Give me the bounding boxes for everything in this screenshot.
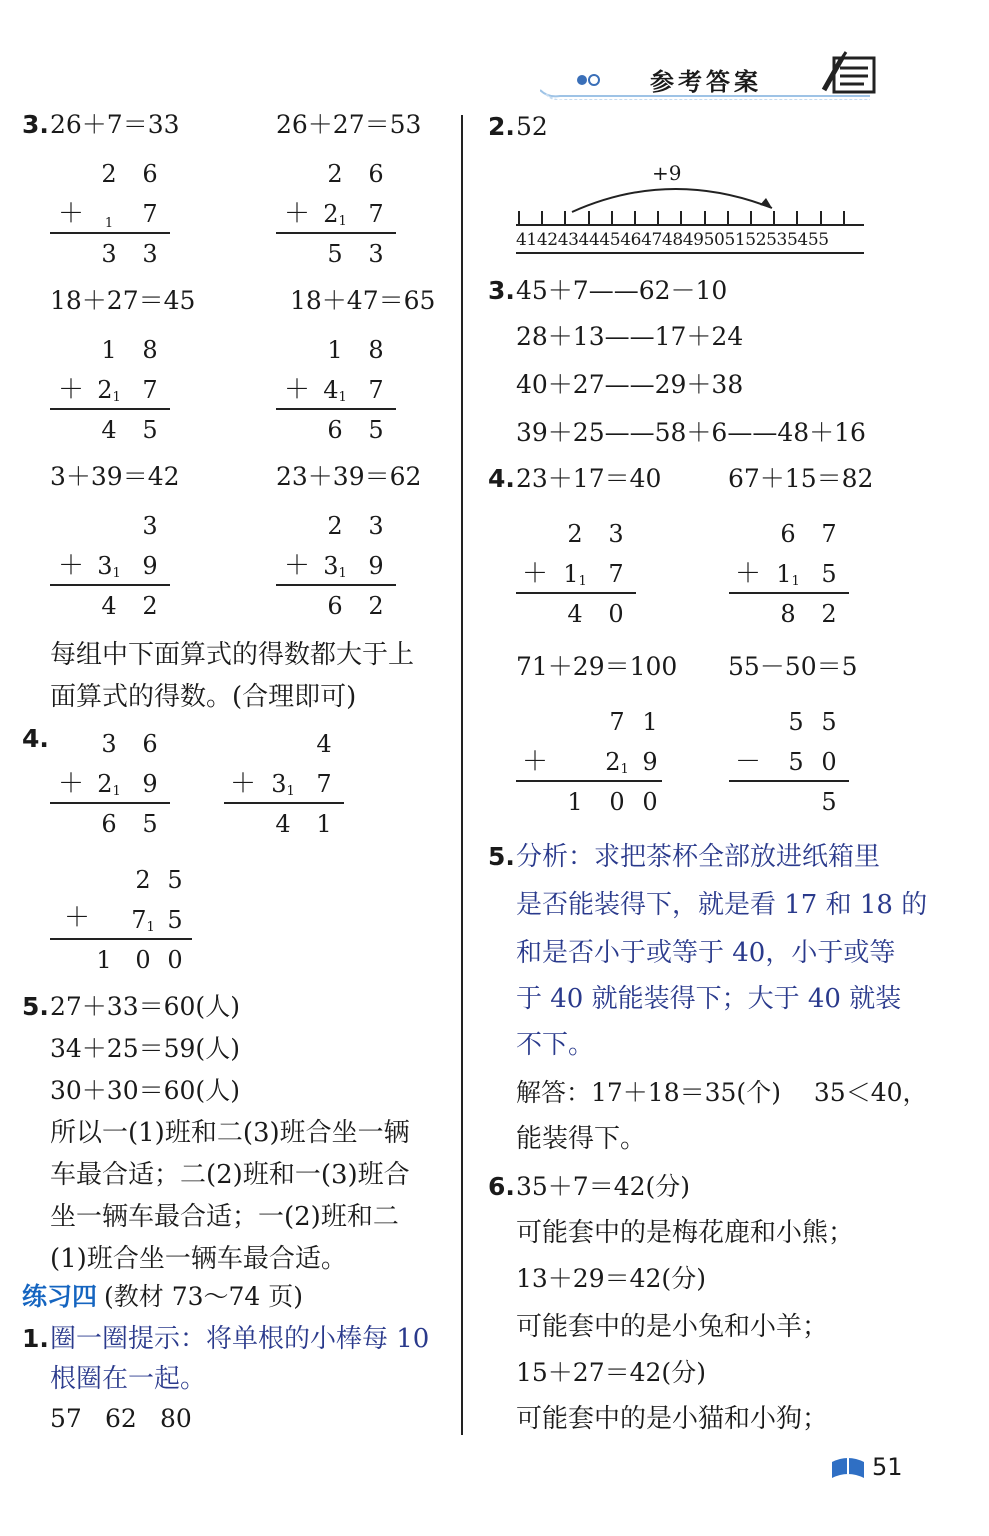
plus-sign: ＋ <box>522 559 549 589</box>
digit: 21 <box>97 376 121 405</box>
digit: 7 <box>368 376 384 404</box>
analysis-text: 不下。 <box>516 1030 595 1060</box>
number-line-tick <box>727 211 729 225</box>
number-line-tick <box>750 211 752 225</box>
plus-sign: ＋ <box>284 375 311 405</box>
digit: 3 <box>368 240 384 268</box>
digit: 1 <box>316 810 332 838</box>
digit: 1 <box>327 336 343 364</box>
digit: 7 <box>608 560 624 588</box>
digit: 9 <box>642 748 658 776</box>
equation: 30＋30＝60(人) <box>50 1076 240 1105</box>
digit: 2 <box>327 160 343 188</box>
solution-text: 解答：17＋18＝35(个) 35＜40， <box>516 1078 928 1107</box>
digit: 0 <box>642 788 658 816</box>
vertical-rule <box>224 802 344 804</box>
number-line-tick <box>680 211 682 225</box>
answer-value: 62 <box>105 1404 137 1433</box>
digit: 2 <box>567 520 583 548</box>
vertical-rule <box>276 232 396 234</box>
digit: 6 <box>327 416 343 444</box>
jump-arrow <box>560 178 790 228</box>
digit: 5 <box>167 906 183 934</box>
equation: 71＋29＝100 <box>516 652 678 681</box>
digit: 1 <box>642 708 658 736</box>
minus-sign: － <box>735 747 762 777</box>
digit: 2 <box>142 592 158 620</box>
number-line-tick <box>541 211 543 225</box>
digit: 2 <box>327 512 343 540</box>
comparison-line: 39＋25——58＋6——48＋16 <box>516 418 866 447</box>
number-line-tick <box>657 211 659 225</box>
number-line-labels <box>516 230 829 250</box>
tick-label: 50 <box>703 230 725 250</box>
equation: 18＋27＝45 <box>50 286 196 315</box>
tick-label: 49 <box>682 230 704 250</box>
tick-label: 53 <box>766 230 787 250</box>
equation: 27＋33＝60(人) <box>50 992 240 1021</box>
digit: 8 <box>142 336 158 364</box>
digit: 5 <box>821 788 837 816</box>
digit: 31 <box>97 552 121 581</box>
equation: 67＋15＝82 <box>728 464 874 493</box>
digit: 0 <box>608 600 624 628</box>
digit: 0 <box>135 946 151 974</box>
answer-value: 52 <box>516 112 548 141</box>
digit: 5 <box>821 560 837 588</box>
vertical-rule <box>50 802 170 804</box>
digit: 6 <box>142 160 158 188</box>
digit: 4 <box>275 810 291 838</box>
header-title: 参考答案 <box>650 68 762 96</box>
vertical-rule <box>729 780 849 782</box>
vertical-rule <box>516 592 636 594</box>
comparison-line: 40＋27——29＋38 <box>516 370 744 399</box>
number-line-tick <box>611 211 613 225</box>
vertical-rule <box>50 232 170 234</box>
vertical-rule <box>276 408 396 410</box>
digit: 0 <box>821 748 837 776</box>
right-q5-label: 5. <box>488 842 515 871</box>
number-line-axis <box>516 224 864 226</box>
digit: 5 <box>142 416 158 444</box>
plus-sign: ＋ <box>522 747 549 777</box>
number-line-tick <box>843 211 845 225</box>
tick-label: 45 <box>599 230 621 250</box>
digit: 0 <box>167 946 183 974</box>
plus-sign: ＋ <box>58 375 85 405</box>
digit: 21 <box>605 748 629 777</box>
plus-sign: ＋ <box>284 551 311 581</box>
digit: 7 <box>142 376 158 404</box>
equation: 55－50＝5 <box>728 652 858 681</box>
digit: 31 <box>323 552 347 581</box>
digit: 5 <box>821 708 837 736</box>
tick-label: 52 <box>745 230 767 250</box>
vertical-rule <box>516 780 662 782</box>
tick-label: 48 <box>661 230 683 250</box>
equation: 35＋7＝42(分) <box>516 1172 691 1201</box>
number-line-tick <box>588 211 590 225</box>
digit: 9 <box>142 552 158 580</box>
digit: 9 <box>142 770 158 798</box>
note-text: 面算式的得数。(合理即可) <box>50 682 357 712</box>
digit: 7 <box>821 520 837 548</box>
analysis-text: 分析：求把茶杯全部放进纸箱里 <box>516 842 881 872</box>
analysis-text: 于 40 就能装得下；大于 40 就装 <box>516 984 902 1014</box>
digit: 1 <box>567 788 583 816</box>
column-divider <box>461 115 463 1435</box>
left-q4-label: 4. <box>22 724 49 753</box>
number-line-tick <box>704 211 706 225</box>
digit: 5 <box>368 416 384 444</box>
digit: 21 <box>97 770 121 799</box>
solution-text: 能装得下。 <box>516 1124 647 1154</box>
equation: 3＋39＝42 <box>50 462 180 491</box>
tick-label: 43 <box>557 230 579 250</box>
digit: 8 <box>780 600 796 628</box>
number-line-tick <box>518 211 520 225</box>
page-number: 51 <box>872 1453 903 1481</box>
scroll-pen-icon <box>820 50 890 100</box>
digit: 41 <box>323 376 347 405</box>
digit: 6 <box>368 160 384 188</box>
digit: 21 <box>323 200 347 229</box>
tick-label: 51 <box>724 230 746 250</box>
number-line-tick <box>634 211 636 225</box>
digit: 4 <box>101 592 117 620</box>
answer-text: 可能套中的是梅花鹿和小熊； <box>516 1218 855 1248</box>
digit: 3 <box>368 512 384 540</box>
tick-label: 41 <box>516 230 537 250</box>
equation: 23＋17＝40 <box>516 464 662 493</box>
tick-label: 47 <box>641 230 662 250</box>
plus-sign: ＋ <box>230 769 257 799</box>
vertical-rule <box>50 584 170 586</box>
answer-value: 80 <box>160 1404 192 1433</box>
plus-sign: ＋ <box>58 769 85 799</box>
digit: 8 <box>368 336 384 364</box>
exercise-title: 练习四 <box>22 1282 98 1311</box>
number-line-tick <box>773 211 775 225</box>
digit: 5 <box>788 748 804 776</box>
analysis-text: 和是否小于或等于 40，小于或等 <box>516 938 896 968</box>
digit: 31 <box>271 770 295 799</box>
answer-text: 可能套中的是小兔和小羊； <box>516 1312 829 1342</box>
plus-sign: ＋ <box>735 559 762 589</box>
digit: 2 <box>821 600 837 628</box>
digit: 5 <box>167 866 183 894</box>
equation: 26＋27＝53 <box>276 110 422 139</box>
tick-label: 46 <box>620 230 642 250</box>
tick-label: 44 <box>578 230 600 250</box>
analysis-text: 是否能装得下，就是看 17 和 18 的 <box>516 890 928 920</box>
explanation-text: 车最合适；二(2)班和一(3)班合 <box>50 1160 410 1190</box>
tick-label: 55 <box>807 230 829 250</box>
vertical-rule <box>50 938 192 940</box>
plus-sign: ＋ <box>58 551 85 581</box>
number-line-tick <box>796 211 798 225</box>
digit: 7 <box>142 200 158 228</box>
digit: 7 <box>609 708 625 736</box>
equation: 23＋39＝62 <box>276 462 422 491</box>
right-q2-label: 2. <box>488 112 515 141</box>
explanation-text: (1)班合坐一辆车最合适。 <box>50 1244 347 1274</box>
comparison-line: 28＋13——17＋24 <box>516 322 744 351</box>
right-q6-label: 6. <box>488 1172 515 1201</box>
tick-label: 42 <box>536 230 558 250</box>
number-line-tick <box>820 211 822 225</box>
explanation-text: 坐一辆车最合适；一(2)班和二 <box>50 1202 399 1232</box>
digit: 3 <box>142 240 158 268</box>
digit: 6 <box>327 592 343 620</box>
digit: 6 <box>780 520 796 548</box>
vertical-rule <box>729 592 849 594</box>
plus-sign: ＋ <box>284 199 311 229</box>
digit: 3 <box>101 730 117 758</box>
right-q3-label: 3. <box>488 276 515 305</box>
digit: 6 <box>101 810 117 838</box>
number-line-underline <box>516 252 864 254</box>
digit: 4 <box>316 730 332 758</box>
equation: 26＋7＝33 <box>50 110 180 139</box>
plus-sign: ＋ <box>58 199 85 229</box>
hint-text: 圈一圈提示：将单根的小棒每 10 <box>50 1324 430 1354</box>
book-icon <box>828 1452 868 1482</box>
digit: 0 <box>609 788 625 816</box>
digit: 7 <box>316 770 332 798</box>
digit: 9 <box>368 552 384 580</box>
left-q3-label: 3. <box>22 110 49 139</box>
digit: 5 <box>142 810 158 838</box>
digit: 5 <box>327 240 343 268</box>
digit: 2 <box>101 160 117 188</box>
explanation-text: 所以一(1)班和二(3)班合坐一辆 <box>50 1118 410 1148</box>
digit: 7 <box>368 200 384 228</box>
digit: 3 <box>101 240 117 268</box>
right-q4-label: 4. <box>488 464 515 493</box>
digit: 1 <box>104 216 114 231</box>
exercise-ref: (教材 73～74 页) <box>104 1282 304 1311</box>
number-line-tick <box>564 211 566 225</box>
answer-text: 可能套中的是小猫和小狗； <box>516 1404 829 1434</box>
ex4-q1-label: 1. <box>22 1324 49 1353</box>
equation: 18＋47＝65 <box>290 286 436 315</box>
tick-label: 54 <box>786 230 808 250</box>
equation: 13＋29＝42(分) <box>516 1264 706 1293</box>
digit: 1 <box>101 336 117 364</box>
digit: 3 <box>142 512 158 540</box>
jump-label: +9 <box>652 161 682 185</box>
digit: 11 <box>563 560 587 589</box>
answer-value: 57 <box>50 1404 82 1433</box>
vertical-rule <box>50 408 170 410</box>
digit: 71 <box>131 906 155 935</box>
digit: 4 <box>101 416 117 444</box>
plus-sign: ＋ <box>64 903 91 933</box>
equation: 15＋27＝42(分) <box>516 1358 706 1387</box>
note-text: 每组中下面算式的得数都大于上 <box>50 640 415 670</box>
digit: 4 <box>567 600 583 628</box>
hint-text: 根圈在一起。 <box>50 1364 207 1394</box>
comparison-line: 45＋7——62－10 <box>516 276 728 305</box>
vertical-rule <box>276 584 396 586</box>
digit: 1 <box>96 946 112 974</box>
digit: 11 <box>776 560 800 589</box>
digit: 6 <box>142 730 158 758</box>
digit: 2 <box>135 866 151 894</box>
left-q5-label: 5. <box>22 992 49 1021</box>
digit: 2 <box>368 592 384 620</box>
equation: 34＋25＝59(人) <box>50 1034 240 1063</box>
digit: 3 <box>608 520 624 548</box>
digit: 5 <box>788 708 804 736</box>
